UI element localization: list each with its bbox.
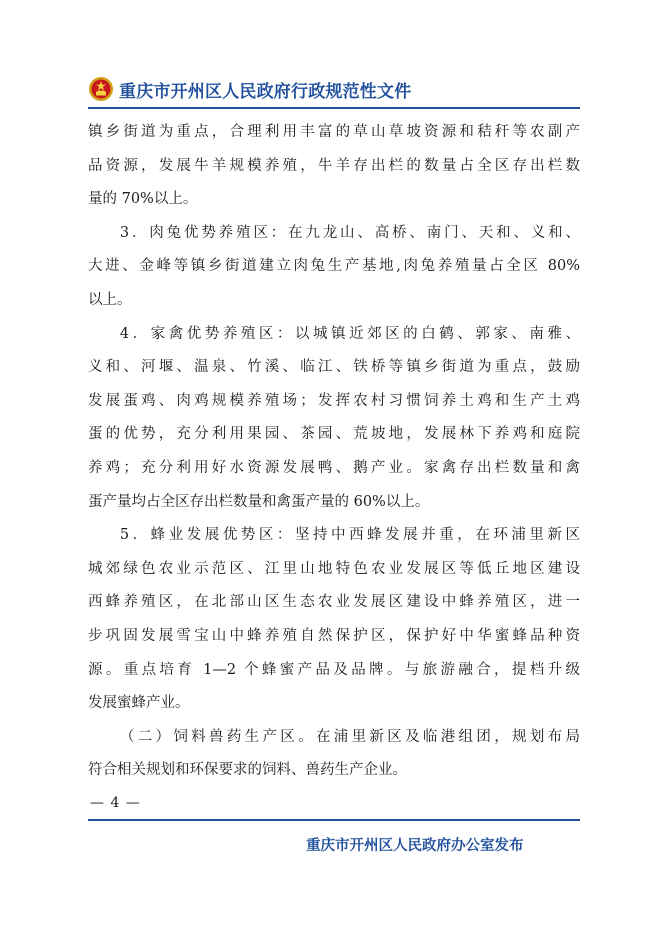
paragraph-rabbit-zone xyxy=(88,217,580,318)
document-body xyxy=(88,116,580,788)
page-number: — 4 — xyxy=(90,795,141,811)
text-line: 3．肉兔优势养殖区：在九龙山、高桥、南门、天和、义和、 xyxy=(119,224,580,241)
text-line: 城郊绿色农业示范区、江里山地特色农业发展区等低丘地区建设 xyxy=(88,560,580,577)
paragraph-poultry-zone xyxy=(88,318,580,520)
text-line: 镇乡街道为重点，合理利用丰富的草山草坡资源和秸秆等农副产 xyxy=(88,124,580,140)
text-line: 5．蜂业发展优势区：坚持中西蜂发展并重，在环浦里新区 xyxy=(119,527,580,544)
paragraph-feed-vet-zone xyxy=(88,721,580,788)
text-line: （二）饲料兽药生产区。在浦里新区及临港组团，规划布局 xyxy=(119,728,580,745)
text-line: 源。重点培育 1—2 个蜂蜜产品及品牌。与旅游融合，提档升级 xyxy=(88,661,580,678)
footer-divider xyxy=(88,819,580,821)
header-divider xyxy=(88,107,580,109)
paragraph-cattle-sheep xyxy=(88,116,580,217)
national-emblem-icon xyxy=(88,76,114,102)
text-line: 大进、金峰等镇乡街道建立肉兔生产基地,肉兔养殖量占全区 80% xyxy=(88,258,580,275)
text-line: 符合相关规划和环保要求的饲料、兽药生产企业。 xyxy=(88,762,407,779)
text-line: 西蜂养殖区，在北部山区生态农业发展区建设中蜂养殖区，进一 xyxy=(88,594,580,611)
footer-publisher: 重庆市开州区人民政府办公室发布 xyxy=(306,838,524,854)
text-line: 蛋的优势，充分利用果园、茶园、荒坡地，发展林下养鸡和庭院 xyxy=(88,426,580,443)
text-line: 量的 70%以上。 xyxy=(88,191,198,208)
document-header xyxy=(88,74,588,104)
text-line: 品资源，发展牛羊规模养殖，牛羊存出栏的数量占全区存出栏数 xyxy=(88,157,580,174)
text-line: 4．家禽优势养殖区：以城镇近郊区的白鹤、郭家、南雅、 xyxy=(119,325,580,342)
paragraph-bee-zone xyxy=(88,519,580,721)
header-title: 重庆市开州区人民政府行政规范性文件 xyxy=(119,81,412,102)
text-line: 义和、河堰、温泉、竹溪、临江、铁桥等镇乡街道为重点，鼓励 xyxy=(88,359,580,376)
text-line: 步巩固发展雪宝山中蜂养殖自然保护区，保护好中华蜜蜂品种资 xyxy=(88,627,580,644)
text-line: 养鸡；充分利用好水资源发展鸭、鹅产业。家禽存出栏数量和禽 xyxy=(88,459,580,476)
text-line: 发展蛋鸡、肉鸡规模养殖场；发挥农村习惯饲养土鸡和生产土鸡 xyxy=(88,392,580,409)
text-line: 蛋产量均占全区存出栏数量和禽蛋产量的 60%以上。 xyxy=(88,493,430,510)
text-line: 以上。 xyxy=(88,291,132,308)
text-line: 发展蜜蜂产业。 xyxy=(88,695,190,712)
